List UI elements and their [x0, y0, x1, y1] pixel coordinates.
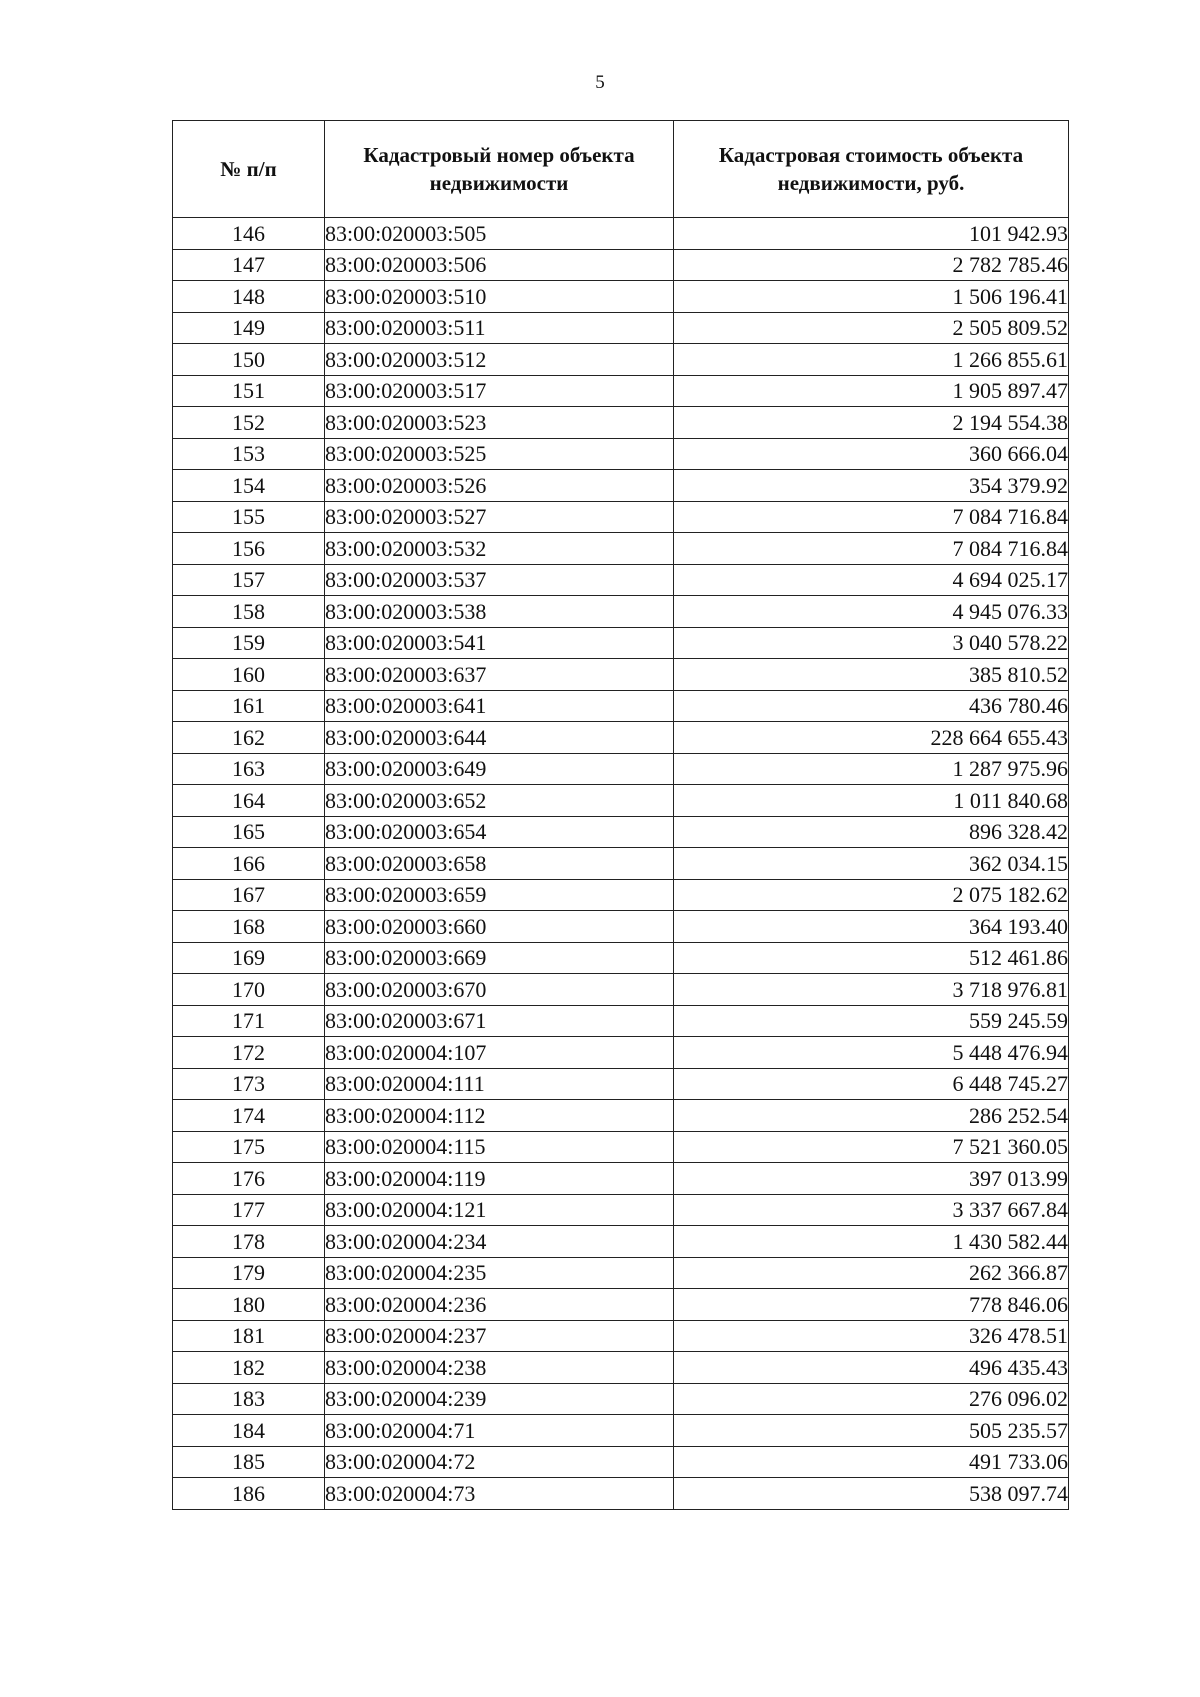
cadastral-value: 5 448 476.94 [674, 1037, 1069, 1069]
cadastral-value: 496 435.43 [674, 1352, 1069, 1384]
cadastral-value: 3 040 578.22 [674, 627, 1069, 659]
row-number: 163 [173, 753, 325, 785]
row-number: 184 [173, 1415, 325, 1447]
table-row [173, 344, 1069, 376]
cadastral-value: 2 782 785.46 [674, 249, 1069, 281]
cadastral-number: 83:00:020003:670 [325, 974, 674, 1006]
cadastral-value: 2 505 809.52 [674, 312, 1069, 344]
cadastral-value: 512 461.86 [674, 942, 1069, 974]
cadastral-number: 83:00:020003:649 [325, 753, 674, 785]
table-row [173, 1478, 1069, 1510]
table-row [173, 1194, 1069, 1226]
table-row [173, 785, 1069, 817]
row-number: 153 [173, 438, 325, 470]
cadastral-number: 83:00:020004:111 [325, 1068, 674, 1100]
cadastral-number: 83:00:020003:652 [325, 785, 674, 817]
table-row [173, 848, 1069, 880]
row-number: 147 [173, 249, 325, 281]
cadastral-value: 896 328.42 [674, 816, 1069, 848]
cadastral-number: 83:00:020003:641 [325, 690, 674, 722]
table-row [173, 627, 1069, 659]
cadastral-number: 83:00:020004:71 [325, 1415, 674, 1447]
cadastral-value: 3 337 667.84 [674, 1194, 1069, 1226]
cadastral-value: 778 846.06 [674, 1289, 1069, 1321]
table-row [173, 722, 1069, 754]
cadastral-value: 538 097.74 [674, 1478, 1069, 1510]
cadastral-number: 83:00:020004:115 [325, 1131, 674, 1163]
cadastral-value: 2 075 182.62 [674, 879, 1069, 911]
cadastral-value-table [172, 120, 1069, 1510]
row-number: 168 [173, 911, 325, 943]
cadastral-value: 7 084 716.84 [674, 533, 1069, 565]
row-number: 176 [173, 1163, 325, 1195]
cadastral-number: 83:00:020003:532 [325, 533, 674, 565]
cadastral-value: 1 506 196.41 [674, 281, 1069, 313]
row-number: 175 [173, 1131, 325, 1163]
cadastral-number: 83:00:020004:236 [325, 1289, 674, 1321]
cadastral-number: 83:00:020004:119 [325, 1163, 674, 1195]
cadastral-number: 83:00:020003:537 [325, 564, 674, 596]
table-row [173, 501, 1069, 533]
cadastral-value: 360 666.04 [674, 438, 1069, 470]
row-number: 150 [173, 344, 325, 376]
table-row [173, 564, 1069, 596]
cadastral-number: 83:00:020004:237 [325, 1320, 674, 1352]
row-number: 182 [173, 1352, 325, 1384]
table-row [173, 659, 1069, 691]
cadastral-value: 1 011 840.68 [674, 785, 1069, 817]
table-row [173, 281, 1069, 313]
cadastral-number: 83:00:020003:669 [325, 942, 674, 974]
table-row [173, 1226, 1069, 1258]
cadastral-number: 83:00:020004:112 [325, 1100, 674, 1132]
cadastral-number: 83:00:020004:235 [325, 1257, 674, 1289]
row-number: 159 [173, 627, 325, 659]
table-row [173, 407, 1069, 439]
cadastral-number: 83:00:020003:658 [325, 848, 674, 880]
page-number: 5 [595, 72, 605, 93]
row-number: 165 [173, 816, 325, 848]
row-number: 156 [173, 533, 325, 565]
cadastral-value: 7 084 716.84 [674, 501, 1069, 533]
cadastral-value: 1 905 897.47 [674, 375, 1069, 407]
header-cadastral-value: Кадастровая стоимость объекта недвижимости, руб. [674, 121, 1069, 218]
cadastral-value: 7 521 360.05 [674, 1131, 1069, 1163]
cadastral-value: 1 266 855.61 [674, 344, 1069, 376]
table-row [173, 1100, 1069, 1132]
table-row [173, 218, 1069, 250]
header-cadastral-number: Кадастровый номер объекта недвижимости [325, 121, 674, 218]
table-row [173, 249, 1069, 281]
row-number: 183 [173, 1383, 325, 1415]
table-row [173, 1163, 1069, 1195]
cadastral-number: 83:00:020003:525 [325, 438, 674, 470]
row-number: 146 [173, 218, 325, 250]
table-row [173, 1005, 1069, 1037]
cadastral-number: 83:00:020003:517 [325, 375, 674, 407]
cadastral-value: 101 942.93 [674, 218, 1069, 250]
cadastral-number: 83:00:020003:637 [325, 659, 674, 691]
cadastral-number: 83:00:020004:239 [325, 1383, 674, 1415]
cadastral-number: 83:00:020003:526 [325, 470, 674, 502]
row-number: 181 [173, 1320, 325, 1352]
cadastral-value: 364 193.40 [674, 911, 1069, 943]
row-number: 167 [173, 879, 325, 911]
cadastral-value: 276 096.02 [674, 1383, 1069, 1415]
cadastral-number: 83:00:020004:73 [325, 1478, 674, 1510]
table-row [173, 1289, 1069, 1321]
table-row [173, 942, 1069, 974]
cadastral-value: 505 235.57 [674, 1415, 1069, 1447]
table-row [173, 1131, 1069, 1163]
row-number: 149 [173, 312, 325, 344]
row-number: 161 [173, 690, 325, 722]
row-number: 185 [173, 1446, 325, 1478]
row-number: 172 [173, 1037, 325, 1069]
cadastral-number: 83:00:020003:511 [325, 312, 674, 344]
row-number: 180 [173, 1289, 325, 1321]
cadastral-number: 83:00:020004:107 [325, 1037, 674, 1069]
row-number: 186 [173, 1478, 325, 1510]
cadastral-value: 326 478.51 [674, 1320, 1069, 1352]
table-row [173, 879, 1069, 911]
row-number: 158 [173, 596, 325, 628]
row-number: 160 [173, 659, 325, 691]
row-number: 173 [173, 1068, 325, 1100]
cadastral-value: 228 664 655.43 [674, 722, 1069, 754]
cadastral-number: 83:00:020003:506 [325, 249, 674, 281]
cadastral-number: 83:00:020004:72 [325, 1446, 674, 1478]
row-number: 154 [173, 470, 325, 502]
cadastral-number: 83:00:020003:660 [325, 911, 674, 943]
cadastral-number: 83:00:020003:527 [325, 501, 674, 533]
row-number: 164 [173, 785, 325, 817]
cadastral-value: 6 448 745.27 [674, 1068, 1069, 1100]
row-number: 170 [173, 974, 325, 1006]
cadastral-number: 83:00:020003:654 [325, 816, 674, 848]
table-row [173, 1037, 1069, 1069]
row-number: 151 [173, 375, 325, 407]
table-row [173, 1320, 1069, 1352]
row-number: 148 [173, 281, 325, 313]
cadastral-value: 3 718 976.81 [674, 974, 1069, 1006]
table-body [173, 218, 1069, 1510]
cadastral-number: 83:00:020003:510 [325, 281, 674, 313]
table-row [173, 1383, 1069, 1415]
cadastral-value: 436 780.46 [674, 690, 1069, 722]
header-row [173, 121, 1069, 218]
row-number: 179 [173, 1257, 325, 1289]
row-number: 178 [173, 1226, 325, 1258]
cadastral-number: 83:00:020003:538 [325, 596, 674, 628]
cadastral-number: 83:00:020003:505 [325, 218, 674, 250]
cadastral-number: 83:00:020003:523 [325, 407, 674, 439]
cadastral-number: 83:00:020004:234 [325, 1226, 674, 1258]
table-row [173, 1068, 1069, 1100]
table-row [173, 1352, 1069, 1384]
row-number: 171 [173, 1005, 325, 1037]
table-row [173, 375, 1069, 407]
table-row [173, 974, 1069, 1006]
cadastral-number: 83:00:020003:512 [325, 344, 674, 376]
table-row [173, 533, 1069, 565]
row-number: 177 [173, 1194, 325, 1226]
cadastral-number: 83:00:020004:238 [325, 1352, 674, 1384]
row-number: 155 [173, 501, 325, 533]
table-row [173, 470, 1069, 502]
cadastral-value: 385 810.52 [674, 659, 1069, 691]
cadastral-value: 1 287 975.96 [674, 753, 1069, 785]
row-number: 152 [173, 407, 325, 439]
cadastral-value: 262 366.87 [674, 1257, 1069, 1289]
header-number: № п/п [173, 121, 325, 218]
table-row [173, 690, 1069, 722]
cadastral-number: 83:00:020003:644 [325, 722, 674, 754]
row-number: 169 [173, 942, 325, 974]
cadastral-value: 397 013.99 [674, 1163, 1069, 1195]
row-number: 166 [173, 848, 325, 880]
cadastral-value: 4 945 076.33 [674, 596, 1069, 628]
cadastral-value: 354 379.92 [674, 470, 1069, 502]
table-row [173, 438, 1069, 470]
cadastral-value: 286 252.54 [674, 1100, 1069, 1132]
table-row [173, 312, 1069, 344]
cadastral-number: 83:00:020003:671 [325, 1005, 674, 1037]
table-header [173, 121, 1069, 218]
cadastral-value: 4 694 025.17 [674, 564, 1069, 596]
cadastral-value: 2 194 554.38 [674, 407, 1069, 439]
row-number: 174 [173, 1100, 325, 1132]
cadastral-number: 83:00:020003:659 [325, 879, 674, 911]
table-row [173, 816, 1069, 848]
row-number: 162 [173, 722, 325, 754]
cadastral-number: 83:00:020003:541 [325, 627, 674, 659]
table-row [173, 911, 1069, 943]
cadastral-number: 83:00:020004:121 [325, 1194, 674, 1226]
cadastral-value: 559 245.59 [674, 1005, 1069, 1037]
table-row [173, 753, 1069, 785]
table-row [173, 1415, 1069, 1447]
cadastral-value: 1 430 582.44 [674, 1226, 1069, 1258]
table-row [173, 1446, 1069, 1478]
cadastral-value: 362 034.15 [674, 848, 1069, 880]
cadastral-value: 491 733.06 [674, 1446, 1069, 1478]
table-row [173, 1257, 1069, 1289]
row-number: 157 [173, 564, 325, 596]
table-row [173, 596, 1069, 628]
